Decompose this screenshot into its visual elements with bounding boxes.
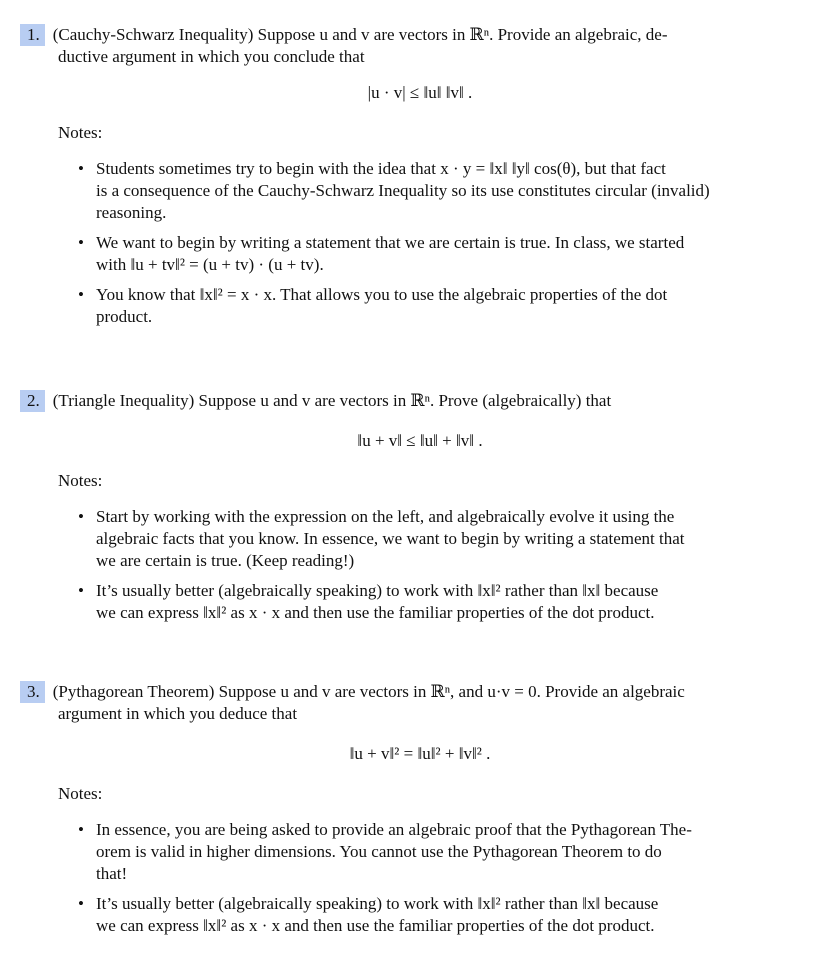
- notes-list: [20, 506, 820, 624]
- list-item: • It’s usually better (algebraically speaking) to work with ‖x‖² rather than ‖x‖ because we can express ‖x‖² as x · x and then use the familiar properties of the dot product.: [78, 581, 659, 622]
- bullet-icon: •: [78, 894, 84, 913]
- problem-number: 3.: [20, 681, 45, 703]
- problem-1: [20, 24, 820, 336]
- bullet-icon: •: [78, 820, 84, 839]
- problem-2: [20, 390, 820, 632]
- bullet-icon: •: [78, 581, 84, 600]
- problem-3-statement: 3. (Pythagorean Theorem) Suppose u and v are vectors in ℝⁿ, and u·v = 0. Provide an algebraic: [20, 681, 820, 703]
- notes-label: Notes:: [58, 784, 103, 803]
- problem-3-statement-cont: argument in which you deduce that: [58, 704, 298, 723]
- bullet-icon: •: [78, 507, 84, 526]
- problem-number: 2.: [20, 390, 45, 412]
- bullet-icon: •: [78, 233, 84, 252]
- problem-2-display-equation: ‖u + v‖ ≤ ‖u‖ + ‖v‖ .: [357, 431, 483, 450]
- list-item: • We want to begin by writing a statement that we are certain is true. In class, we started with ‖u + tv‖² = (u + tv) · (u + tv).: [78, 233, 685, 274]
- bullet-icon: •: [78, 285, 84, 304]
- notes-list: [20, 158, 820, 328]
- bullet-icon: •: [78, 159, 84, 178]
- problem-number: 1.: [20, 24, 45, 46]
- problem-1-display-equation: |u · v| ≤ ‖u‖ ‖v‖ .: [367, 83, 473, 102]
- list-item: • Start by working with the expression on the left, and algebraically evolve it using the algebraic facts that you know. In essence, we want to begin by writing a statement that we are certain is true. (Keep reading!): [78, 507, 685, 570]
- notes-label: Notes:: [58, 123, 103, 142]
- problem-3: [20, 681, 820, 945]
- problem-2-statement: 2. (Triangle Inequality) Suppose u and v are vectors in ℝⁿ. Prove (algebraically) that: [20, 390, 820, 412]
- notes-list: [20, 819, 820, 937]
- list-item: • It’s usually better (algebraically speaking) to work with ‖x‖² rather than ‖x‖ because we can express ‖x‖² as x · x and then use the familiar properties of the dot product.: [78, 894, 659, 935]
- list-item: • In essence, you are being asked to provide an algebraic proof that the Pythagorean The- orem is valid in higher dimensions. You cannot use the Pythagorean Theorem to do that!: [78, 820, 692, 883]
- list-item: • You know that ‖x‖² = x · x. That allows you to use the algebraic properties of the dot product.: [78, 285, 668, 326]
- list-item: • Students sometimes try to begin with the idea that x · y = ‖x‖ ‖y‖ cos(θ), but that fact is a consequence of the Cauchy-Schwarz Inequality so its use constitutes circular (invalid) reasoning.: [78, 159, 710, 222]
- problem-3-display-equation: ‖u + v‖² = ‖u‖² + ‖v‖² .: [349, 744, 491, 763]
- problem-1-statement: 1. (Cauchy-Schwarz Inequality) Suppose u and v are vectors in ℝⁿ. Provide an algebraic, de-: [20, 24, 820, 46]
- notes-label: Notes:: [58, 471, 103, 490]
- problem-1-statement-cont: ductive argument in which you conclude that: [58, 47, 365, 66]
